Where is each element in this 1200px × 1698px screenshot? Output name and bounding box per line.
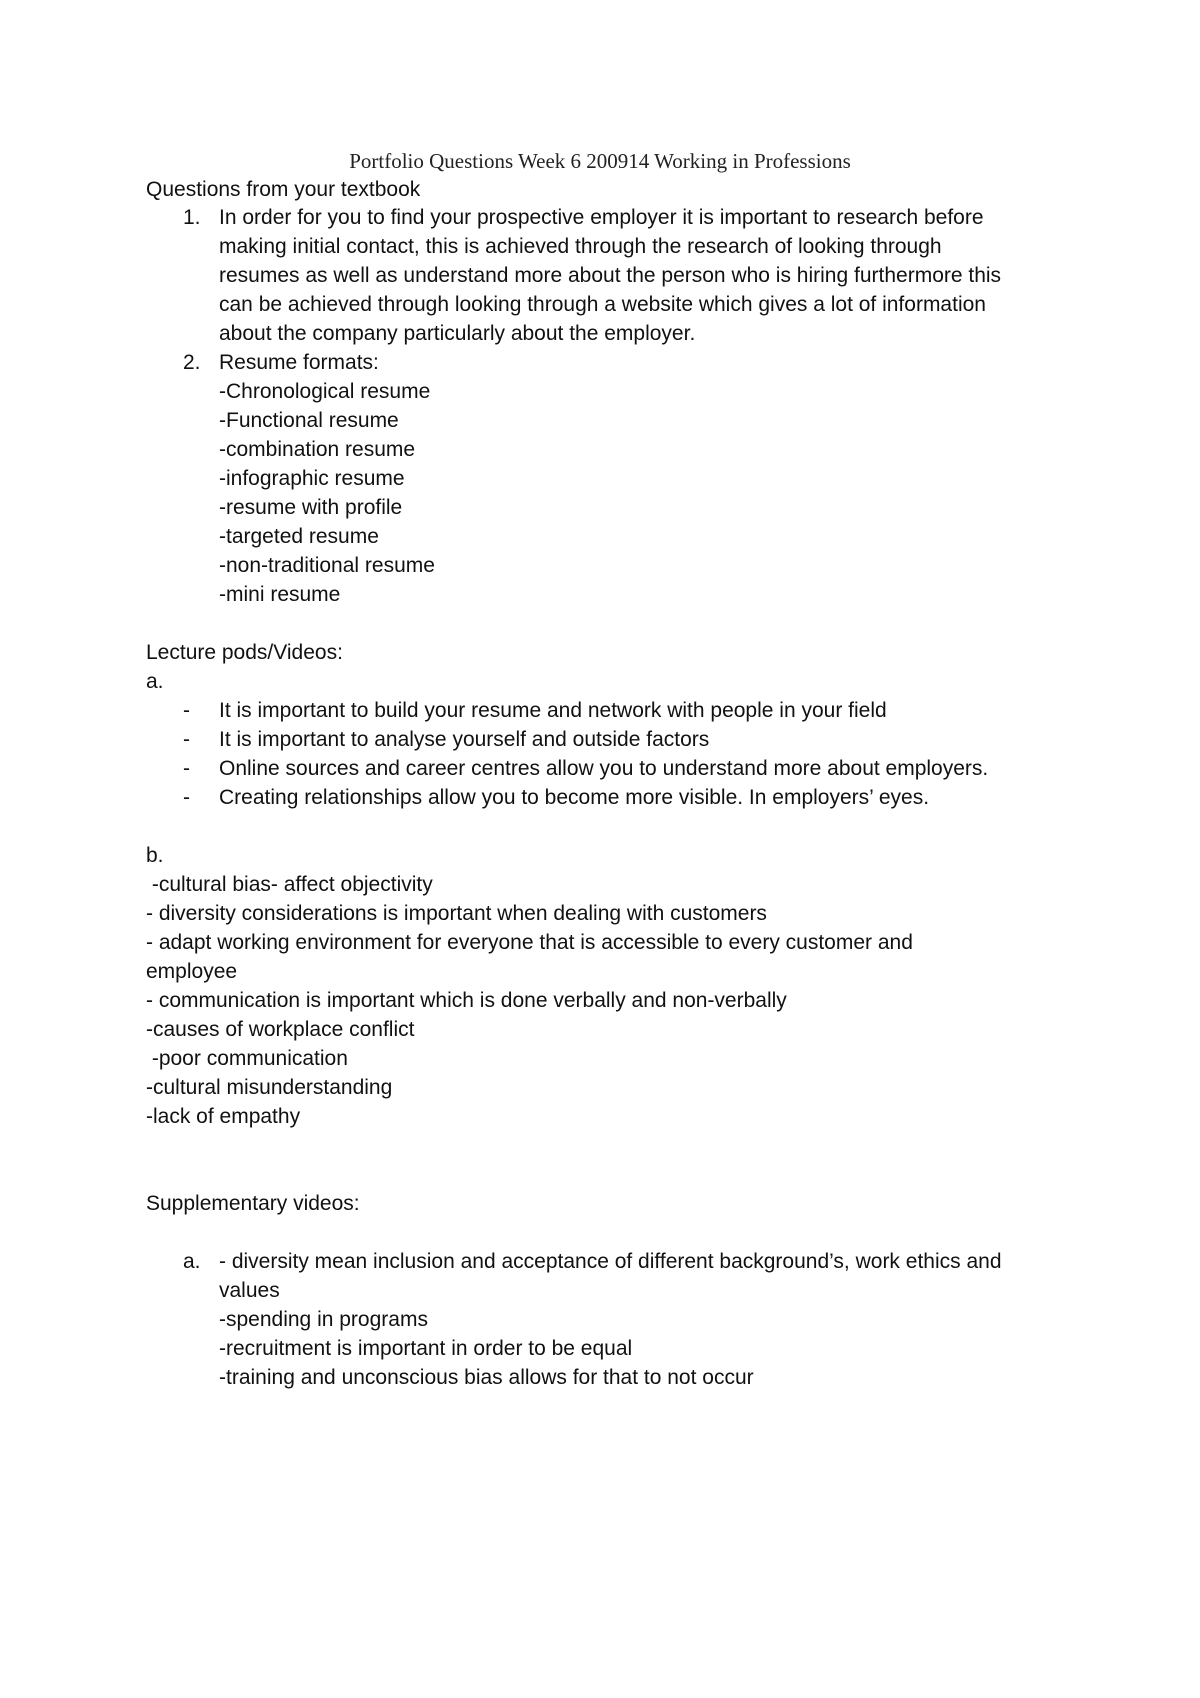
lecture-b-line: -causes of workplace conflict: [146, 1018, 415, 1041]
section-heading-supplementary: Supplementary videos:: [146, 1192, 360, 1215]
resume-format-item: -resume with profile: [219, 496, 403, 519]
supplementary-line: values: [219, 1279, 280, 1302]
lecture-point: It is important to build your resume and network with people in your field: [219, 699, 887, 722]
sub-label-a: a.: [146, 670, 164, 693]
list-marker-2: 2.: [183, 351, 201, 374]
resume-format-item: -non-traditional resume: [219, 554, 435, 577]
lecture-point: Creating relationships allow you to become more visible. In employers’ eyes.: [219, 786, 930, 809]
resume-format-item: -targeted resume: [219, 525, 379, 548]
lecture-b-line: -lack of empathy: [146, 1105, 301, 1128]
bullet-dash: -: [183, 699, 190, 722]
supplementary-line: -training and unconscious bias allows for that to not occur: [219, 1366, 754, 1389]
supplementary-line: -spending in programs: [219, 1308, 428, 1331]
resume-formats-label: Resume formats:: [219, 351, 379, 374]
lecture-b-line: -poor communication: [146, 1047, 348, 1070]
lecture-b-line: -cultural misunderstanding: [146, 1076, 393, 1099]
answer-1-line: resumes as well as understand more about the person who is hiring furthermore this: [219, 264, 1002, 287]
list-marker-a: a.: [183, 1250, 201, 1273]
section-heading-lecture: Lecture pods/Videos:: [146, 641, 343, 664]
answer-1-line: making initial contact, this is achieved through the research of looking through: [219, 235, 942, 258]
answer-1-line: about the company particularly about the employer.: [219, 322, 696, 345]
list-marker-1: 1.: [183, 206, 201, 229]
bullet-dash: -: [183, 757, 190, 780]
bullet-dash: -: [183, 786, 190, 809]
lecture-point: Online sources and career centres allow you to understand more about employers.: [219, 757, 989, 780]
lecture-b-line: - communication is important which is done verbally and non-verbally: [146, 989, 787, 1012]
resume-format-item: -combination resume: [219, 438, 416, 461]
resume-format-item: -infographic resume: [219, 467, 405, 490]
resume-format-item: -mini resume: [219, 583, 341, 606]
supplementary-line: -recruitment is important in order to be equal: [219, 1337, 633, 1360]
section-heading-textbook: Questions from your textbook: [146, 178, 421, 201]
supplementary-line: - diversity mean inclusion and acceptance of different background’s, work ethics and: [219, 1250, 1002, 1273]
lecture-point: It is important to analyse yourself and outside factors: [219, 728, 710, 751]
sub-label-b: b.: [146, 844, 164, 867]
resume-format-item: -Chronological resume: [219, 380, 431, 403]
bullet-dash: -: [183, 728, 190, 751]
answer-1-line: In order for you to find your prospective employer it is important to research before: [219, 206, 984, 229]
lecture-b-line: employee: [146, 960, 238, 983]
document-title: Portfolio Questions Week 6 200914 Working in Professions: [349, 149, 851, 173]
answer-1-line: can be achieved through looking through a website which gives a lot of information: [219, 293, 986, 316]
lecture-b-line: -cultural bias- affect objectivity: [146, 873, 433, 896]
resume-format-item: -Functional resume: [219, 409, 399, 432]
lecture-b-line: - diversity considerations is important when dealing with customers: [146, 902, 767, 925]
lecture-b-line: - adapt working environment for everyone that is accessible to every customer and: [146, 931, 913, 954]
